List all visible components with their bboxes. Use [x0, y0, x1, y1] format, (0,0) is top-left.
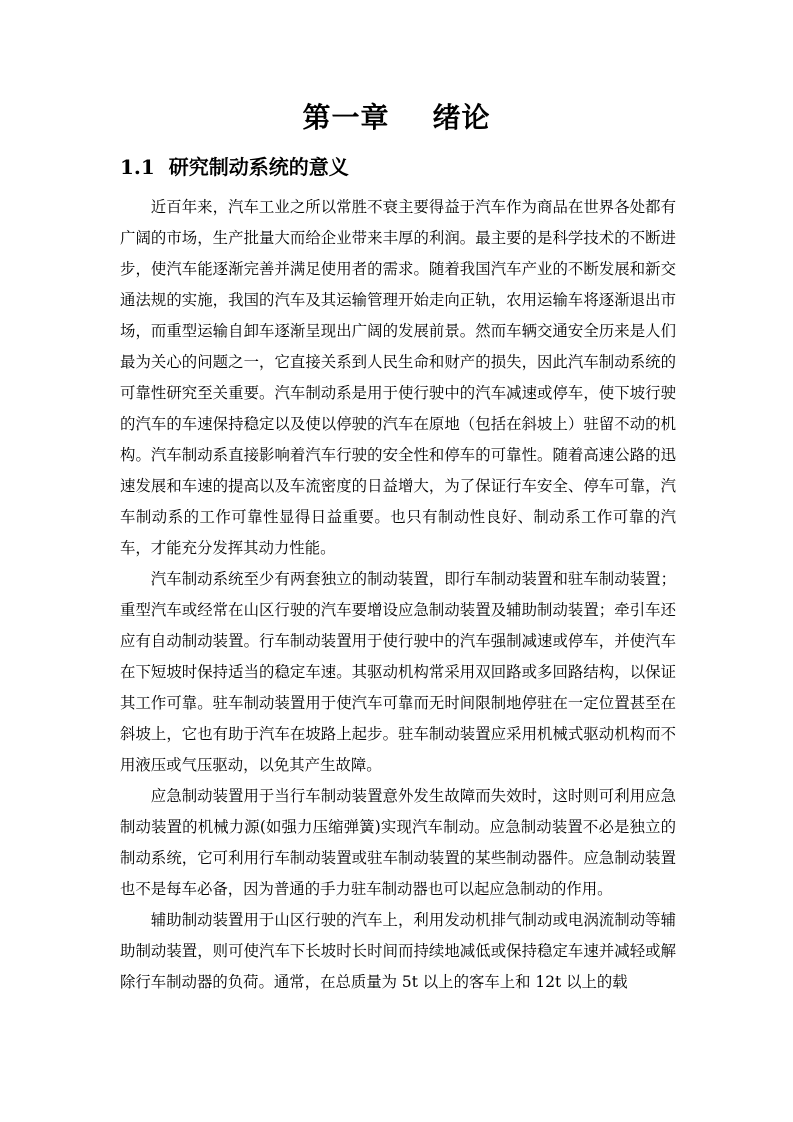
section-title: 1.1 研究制动系统的意义: [120, 155, 349, 179]
paragraph-4: 辅助制动装置用于山区行驶的汽车上，利用发动机排气制动或电涡流制动等辅助制动装置，则可使汽车下长坡时长时间而持续地减低或保持稳定车速并减轻或解除行车制动器的负荷。通常，在总质量为 5t 以上的客车上和 12t 以上的载: [120, 911, 676, 991]
chapter-title: 第一章 绪论: [302, 101, 491, 134]
paragraph-1: 近百年来，汽车工业之所以常胜不衰主要得益于汽车作为商品在世界各处都有广阔的市场，生产批量大而给企业带来丰厚的利润。最主要的是科学技术的不断进步，使汽车能逐渐完善并满足使用者的需求。随着我国汽车产业的不断发展和新交通法规的实施，我国的汽车及其运输管理开始走向正轨，农用运输车将逐渐退出市场，而重型运输自卸车逐渐呈现出广阔的发展前景。然而车辆交通安全历来是人们最为关心的问题之一，它直接关系到人民生命和财产的损失，因此汽车制动系统的可靠性研究至关重要。汽车制动系是用于使行驶中的汽车减速或停车，使下坡行驶的汽车的车速保持稳定以及使以停驶的汽车在原地（包括在斜坡上）驻留不动的机构。汽车制动系直接影响着汽车行驶的安全性和停车的可靠性。随着高速公路的迅速发展和车速的提高以及车流密度的日益增大，为了保证行车安全、停车可靠，汽车制动系的工作可靠性显得日益重要。也只有制动性良好、制动系工作可靠的汽车，才能充分发挥其动力性能。: [120, 198, 676, 557]
paragraph-2: 汽车制动系统至少有两套独立的制动装置，即行车制动装置和驻车制动装置；重型汽车或经常在山区行驶的汽车要增设应急制动装置及辅助制动装置；牵引车还应有自动制动装置。行车制动装置用于使行驶中的汽车强制减速或停车，并使汽车在下短坡时保持适当的稳定车速。其驱动机构常采用双回路或多回路结构，以保证其工作可靠。驻车制动装置用于使汽车可靠而无时间限制地停驻在一定位置甚至在斜坡上，它也有助于汽车在坡路上起步。驻车制动装置应采用机械式驱动机构而不用液压或气压驱动，以免其产生故障。: [120, 570, 676, 774]
paragraph-3: 应急制动装置用于当行车制动装置意外发生故障而失效时，这时则可利用应急制动装置的机械力源(如强力压缩弹簧)实现汽车制动。应急制动装置不必是独立的制动系统，它可利用行车制动装置或驻车制动装置的某些制动器件。应急制动装置也不是每车必备，因为普通的手力驻车制动器也可以起应急制动的作用。: [120, 787, 676, 898]
body-text: [120, 192, 676, 998]
